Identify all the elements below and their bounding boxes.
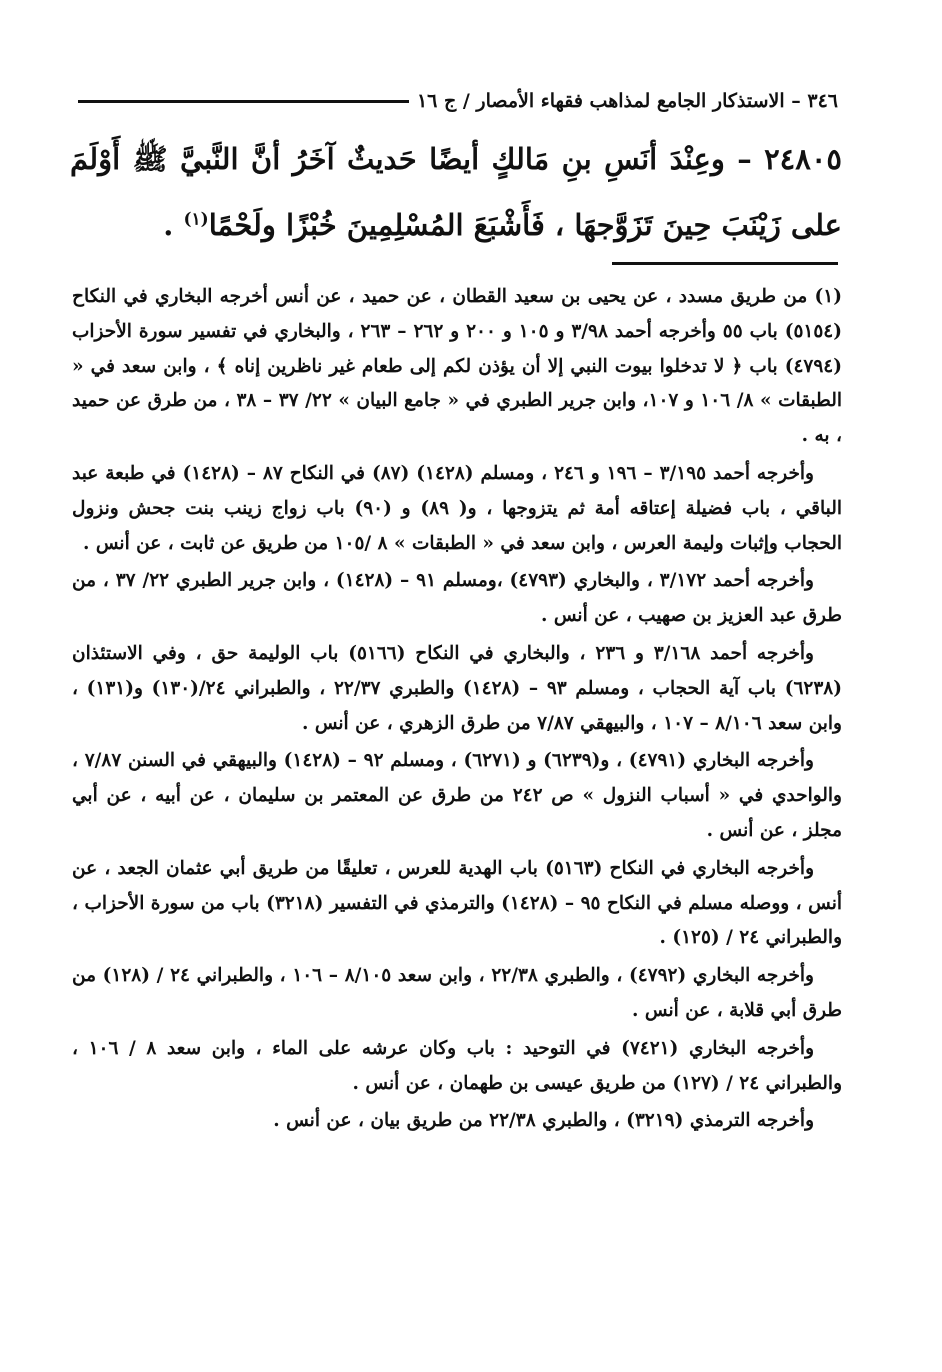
footnote-paragraph: وأخرجه أحمد ٣/١٩٥ – ١٩٦ و ٢٤٦ ، ومسلم (١٤٢٨) (٨٧) في النكاح ٨٧ – (١٤٢٨) في طبعة عبد الباقي ، باب فضيلة إعتاقه أمة ثم يتزوجها ، و( ٨٩) و (٩٠) باب زواج زينب بنت جحش ونزول الحجاب وإثبات وليمة العرس ، وابن سعد في « الطبقات » ٨ /١٠٥ من طريق عن ثابت ، عن أنس . <box>72 462 842 554</box>
header-text: ٣٤٦ – الاستذكار الجامع لمذاهب فقهاء الأمصار / ج ١٦ <box>416 90 838 112</box>
main-paragraph-end: . <box>163 208 184 242</box>
footnote-paragraph: وأخرجه البخاري (٧٤٢١) في التوحيد : باب وكان عرشه على الماء ، وابن سعد ٨ / ١٠٦ ، والطبراني ٢٤ / (١٢٧) من طريق عيسى بن طهمان ، عن أنس . <box>72 1037 842 1094</box>
footnote-paragraph: وأخرجه أحمد ٣/١٧٢ ، والبخاري (٤٧٩٣) ،ومسلم ٩١ – (١٤٢٨) ، وابن جرير الطبري ٢٢/ ٣٧ ، من طرق عبد العزيز بن صهيب ، عن أنس . <box>72 570 842 627</box>
footnote-reference: (١) <box>183 209 209 230</box>
footnote-separator <box>612 262 838 265</box>
footnote-paragraph: وأخرجه البخاري (٤٧٩١) ، و(٦٢٣٩) و (٦٢٧١) ، ومسلم ٩٢ – (١٤٢٨) والبيهقي في السنن ٧/٨٧ ، والواحدي في « أسباب النزول » ص ٢٤٢ من طرق عن المعتمر بن سليمان ، عن أبيه ، عن أبي مجلز ، عن أنس . <box>72 750 842 841</box>
footnote-paragraph: (١) من طريق مسدد ، عن يحيى بن سعيد القطان ، عن حميد ، عن أنس أخرجه البخاري في النكاح (٥١٥٤) باب ٥٥ وأخرجه أحمد ٣/٩٨ و ١٠٥ و ٢٠٠ و ٢٦٢ – ٢٦٣ ، والبخاري في تفسير سورة الأحزاب (٤٧٩٤) باب ﴿ لا تدخلوا بيوت النبي إلا أن يؤذن لكم إلى طعام غير ناظرين إناه ﴾ ، وابن سعد في « الطبقات » ٨/ ١٠٦ و ١٠٧، وابن جرير الطبري في « جامع البيان » ٢٢/ ٣٧ – ٣٨ ، من طرق عن حميد ، به . <box>72 286 843 447</box>
footnotes <box>72 280 842 1142</box>
footnote-paragraph: وأخرجه أحمد ٣/١٦٨ و ٢٣٦ ، والبخاري في النكاح (٥١٦٦) باب الوليمة حق ، وفي الاستئذان (٦٢٣٨) باب آية الحجاب ، ومسلم ٩٣ – (١٤٢٨) والطبري ٢٢/٣٧ ، والطبراني ٢٤/(١٣٠) و(١٣١) ، وابن سعد ٨/١٠٦ – ١٠٧ ، والبيهقي ٧/٨٧ من طرق الزهري ، عن أنس . <box>72 642 842 734</box>
main-paragraph-text: ٢٤٨٠٥ – وعِنْدَ أنَسِ بنِ مَالكٍ أيضًا حَديثٌ آخَرُ أنَّ النَّبيَّ ﷺ أَوْلَمَ على زَيْنَبَ حِينَ تَزَوَّجهَا ، فَأَشْبَعَ المُسْلِمِينَ خُبْزًا ولَحْمًا <box>70 142 842 242</box>
header-rule <box>78 100 409 103</box>
footnote-paragraph: وأخرجه البخاري (٤٧٩٢) ، والطبري ٢٢/٣٨ ، وابن سعد ٨/١٠٥ – ١٠٦ ، والطبراني ٢٤ / (١٢٨) من طرق أبي قلابة ، عن أنس . <box>72 965 842 1021</box>
main-paragraph <box>70 126 842 258</box>
footnote-paragraph: وأخرجه الترمذي (٣٢١٩) ، والطبري ٢٢/٣٨ من طريق بيان ، عن أنس . <box>273 1110 814 1132</box>
running-header <box>78 86 838 116</box>
footnote-paragraph: وأخرجه البخاري في النكاح (٥١٦٣) باب الهدية للعرس ، تعليقًا من طريق أبي عثمان الجعد ، عن أنس ، ووصله مسلم في النكاح ٩٥ – (١٤٢٨) والترمذي في التفسير (٣٢١٨) باب من سورة الأحزاب ، والطبراني ٢٤ / (١٢٥) . <box>72 857 842 949</box>
